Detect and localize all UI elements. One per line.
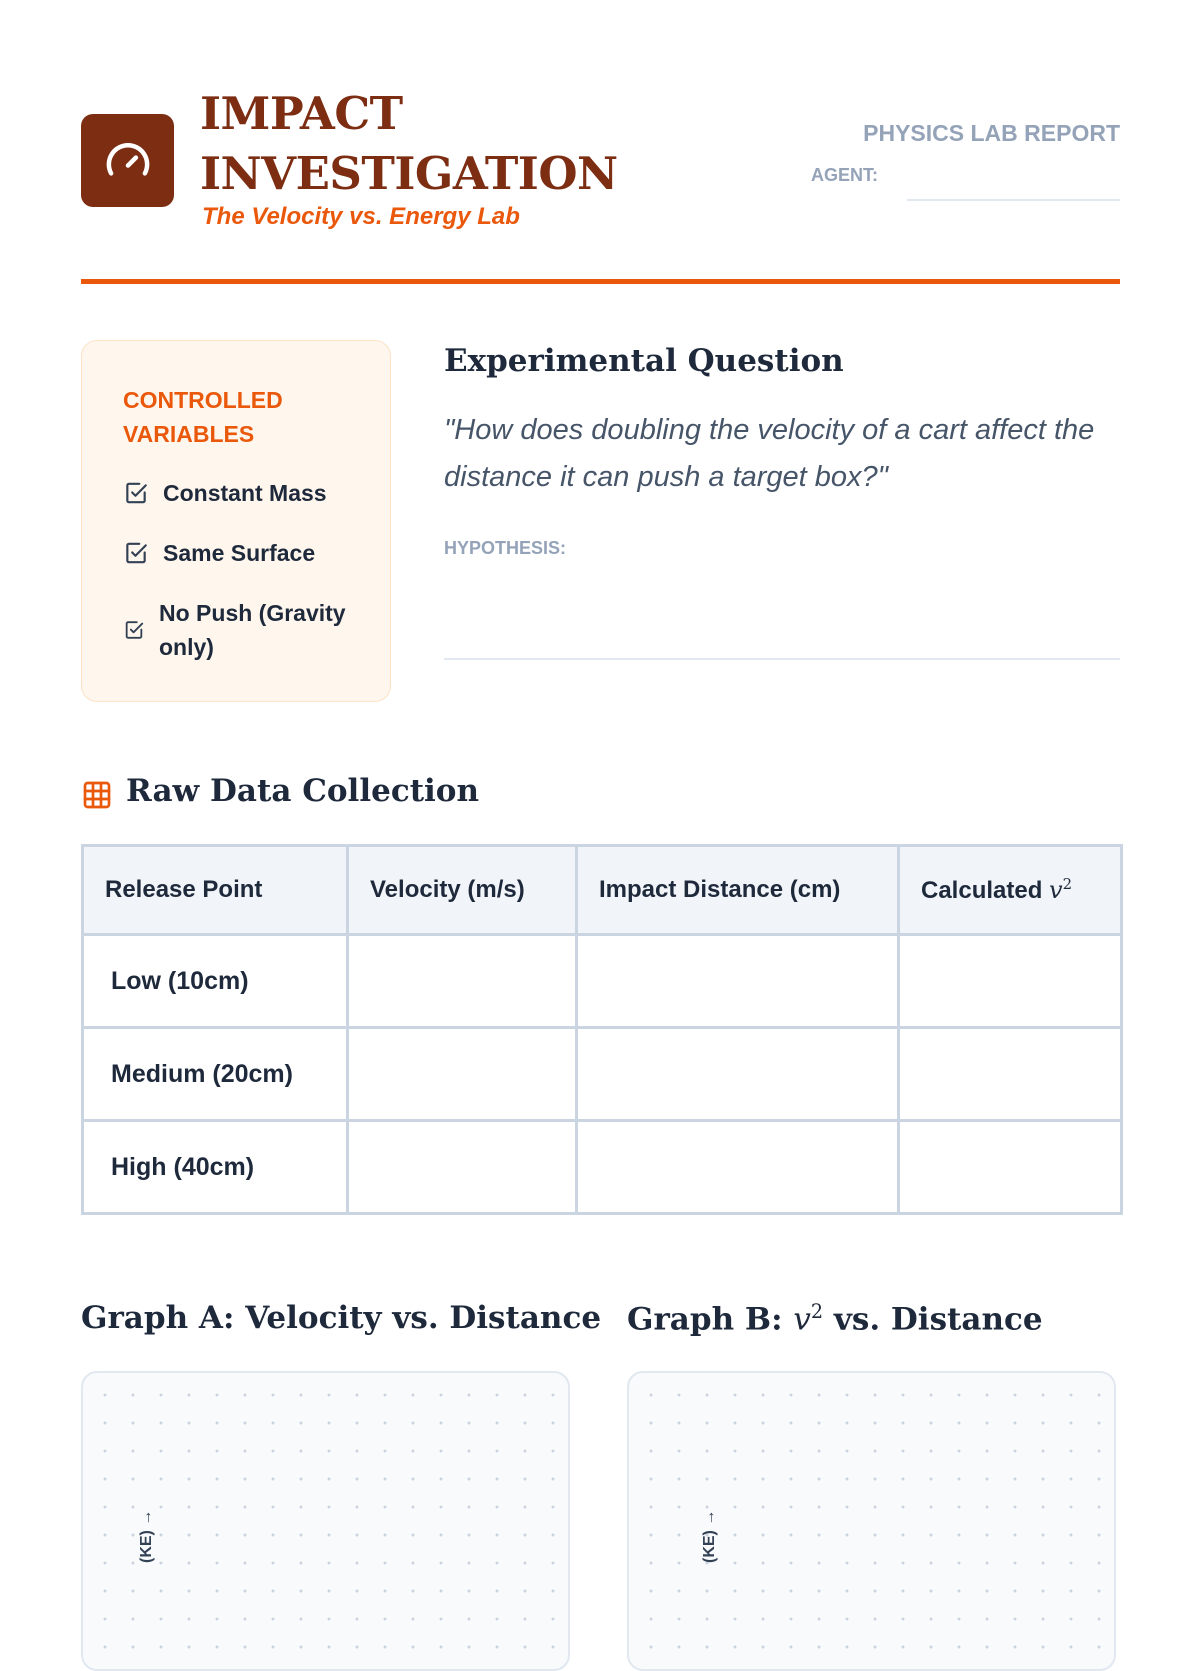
table-row [83, 1121, 1122, 1214]
table-icon [81, 779, 113, 811]
page-title [200, 84, 618, 204]
speedometer-icon [101, 134, 155, 188]
v-symbol: v [793, 1301, 811, 1338]
distance-input-cell[interactable] [577, 1028, 899, 1121]
graph-b-prefix: Graph B: [627, 1301, 783, 1338]
column-header-label: Calculated [921, 877, 1043, 904]
graph-b-suffix: vs. Distance [833, 1301, 1043, 1338]
agent-name-field[interactable] [907, 199, 1120, 201]
controlled-variable-item [123, 476, 327, 510]
column-header-calculated [899, 846, 1122, 935]
controlled-variables-card [81, 340, 391, 702]
experimental-question-heading: Experimental Question [444, 343, 844, 379]
graph-b-area[interactable] [627, 1371, 1116, 1671]
raw-data-heading: Raw Data Collection [126, 773, 480, 809]
table-row [83, 1028, 1122, 1121]
report-type-label: PHYSICS LAB REPORT [863, 120, 1120, 146]
raw-data-table [81, 844, 1123, 1215]
graph-b-heading [627, 1300, 1043, 1337]
controlled-variable-label: Constant Mass [163, 480, 327, 506]
velocity-input-cell[interactable] [348, 1121, 577, 1214]
v-squared-input-cell[interactable] [899, 935, 1122, 1028]
checkbox-checked-icon [123, 540, 149, 566]
controlled-variable-item [123, 536, 315, 570]
controlled-variable-label: Same Surface [163, 540, 316, 566]
exponent: 2 [1062, 875, 1073, 893]
hypothesis-field[interactable] [444, 658, 1120, 660]
checkbox-checked-icon [123, 619, 145, 641]
distance-input-cell[interactable] [577, 935, 899, 1028]
graph-b-y-axis-label: (KE) → [701, 1509, 718, 1563]
logo [81, 114, 174, 207]
velocity-input-cell[interactable] [348, 1028, 577, 1121]
release-point-cell: Medium (20cm) [83, 1028, 348, 1121]
hypothesis-label: HYPOTHESIS: [444, 538, 567, 558]
graph-a-y-axis-label: (KE) → [138, 1509, 155, 1563]
column-header: Release Point [83, 846, 348, 935]
release-point-cell: Low (10cm) [83, 935, 348, 1028]
checkbox-checked-icon [123, 480, 149, 506]
exponent: 2 [810, 1300, 824, 1323]
controlled-variable-label: No Push (Gravity only) [159, 600, 346, 660]
release-point-cell: High (40cm) [83, 1121, 348, 1214]
header-divider [81, 279, 1120, 284]
table-row [83, 935, 1122, 1028]
velocity-input-cell[interactable] [348, 935, 577, 1028]
v-squared-symbol [1049, 876, 1072, 904]
column-header: Impact Distance (cm) [577, 846, 899, 935]
title-line-1: IMPACT [200, 87, 403, 140]
distance-input-cell[interactable] [577, 1121, 899, 1214]
v-symbol: v [1049, 876, 1063, 904]
table-header-row [83, 846, 1122, 935]
column-header: Velocity (m/s) [348, 846, 577, 935]
controlled-variables-title: CONTROLLED VARIABLES [123, 387, 283, 447]
lab-report-page [81, 0, 1120, 1600]
graph-a-heading: Graph A: Velocity vs. Distance [81, 1300, 602, 1336]
v-squared-input-cell[interactable] [899, 1121, 1122, 1214]
title-line-2: INVESTIGATION [200, 147, 618, 200]
agent-label: AGENT: [811, 165, 878, 185]
graph-a-area[interactable] [81, 1371, 570, 1671]
controlled-variable-item [123, 596, 353, 664]
experimental-question-text: "How does doubling the velocity of a cart affect the distance it can push a target box?" [444, 414, 1095, 493]
v-squared-input-cell[interactable] [899, 1028, 1122, 1121]
page-subtitle: The Velocity vs. Energy Lab [202, 203, 520, 230]
